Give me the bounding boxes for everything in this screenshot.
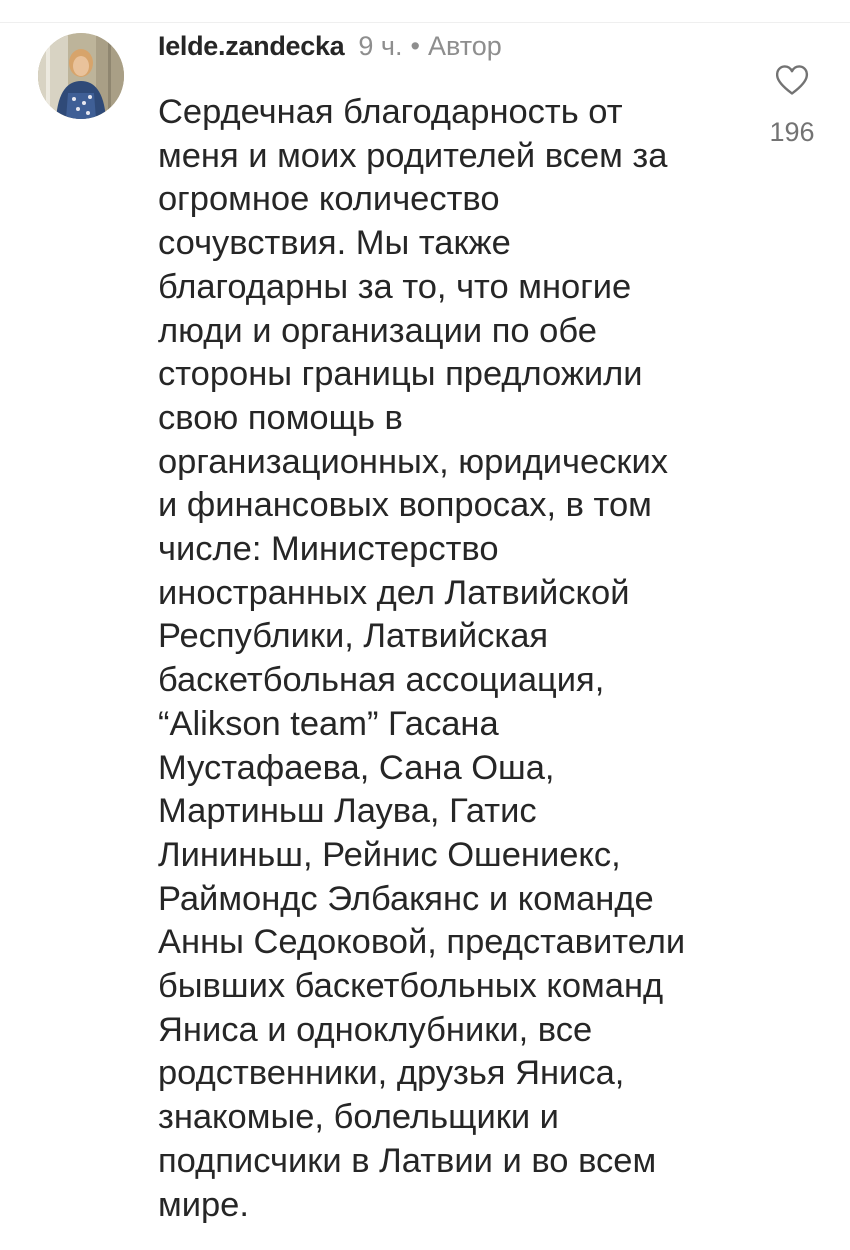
heart-outline-icon[interactable] bbox=[775, 64, 809, 96]
meta-separator: • bbox=[410, 31, 420, 61]
comment-text-line: подписчики в Латвии и во всем bbox=[158, 1141, 657, 1180]
comment-text-line: огромное количество bbox=[158, 180, 500, 219]
like-count: 196 bbox=[769, 117, 815, 147]
comment-text-line: бывших баскетбольных команд bbox=[158, 967, 664, 1006]
comment-text-line: Мартиньш Лаува, Гатис bbox=[158, 792, 537, 831]
comment-text-line: знакомые, болельщики и bbox=[158, 1098, 559, 1137]
comment-text bbox=[158, 91, 738, 1227]
comment-meta bbox=[158, 31, 502, 67]
comment-text-line: Лининьш, Рейнис Ошениекс, bbox=[158, 835, 621, 874]
comment-text-line: Сердечная благодарность от bbox=[158, 93, 623, 131]
comment-text-line: и финансовых вопросах, в том bbox=[158, 486, 652, 525]
comment-text-line: сочувствия. Мы также bbox=[158, 224, 511, 263]
avatar-photo bbox=[38, 33, 124, 119]
comment-text-line: мире. bbox=[158, 1185, 249, 1224]
comment-text-line: числе: Министерство bbox=[158, 530, 499, 569]
username-link[interactable]: Ielde.zandecka bbox=[158, 31, 345, 61]
comment-text-line: меня и моих родителей всем за bbox=[158, 136, 668, 175]
comment-time: 9 ч. bbox=[358, 31, 403, 61]
comment-text-line: Раймондс Элбакянс и команде bbox=[158, 879, 654, 918]
comment-text-line: Яниса и одноклубники, все bbox=[158, 1010, 593, 1049]
comment-text-line: родственники, друзья Яниса, bbox=[158, 1054, 625, 1093]
comment-text-line: стороны границы предложили bbox=[158, 355, 643, 394]
comment-text-line: свою помощь в bbox=[158, 398, 403, 437]
comment-text-line: “Alikson team” Гасана bbox=[158, 704, 499, 743]
comment-text-line: благодарны за то, что многие bbox=[158, 267, 632, 306]
comment-text-line: Республики, Латвийская bbox=[158, 617, 549, 656]
comment-text-line: Анны Седоковой, представители bbox=[158, 923, 686, 962]
comment-text-line: иностранных дел Латвийской bbox=[158, 573, 630, 612]
comment-text-line: люди и организации по обе bbox=[158, 311, 597, 350]
comment-text-line: баскетбольная ассоциация, bbox=[158, 661, 605, 700]
author-badge: Автор bbox=[427, 31, 502, 61]
avatar[interactable] bbox=[38, 33, 124, 119]
comment-text-line: Мустафаева, Сана Оша, bbox=[158, 748, 555, 787]
comment-text-line: организационных, юридических bbox=[158, 442, 669, 481]
